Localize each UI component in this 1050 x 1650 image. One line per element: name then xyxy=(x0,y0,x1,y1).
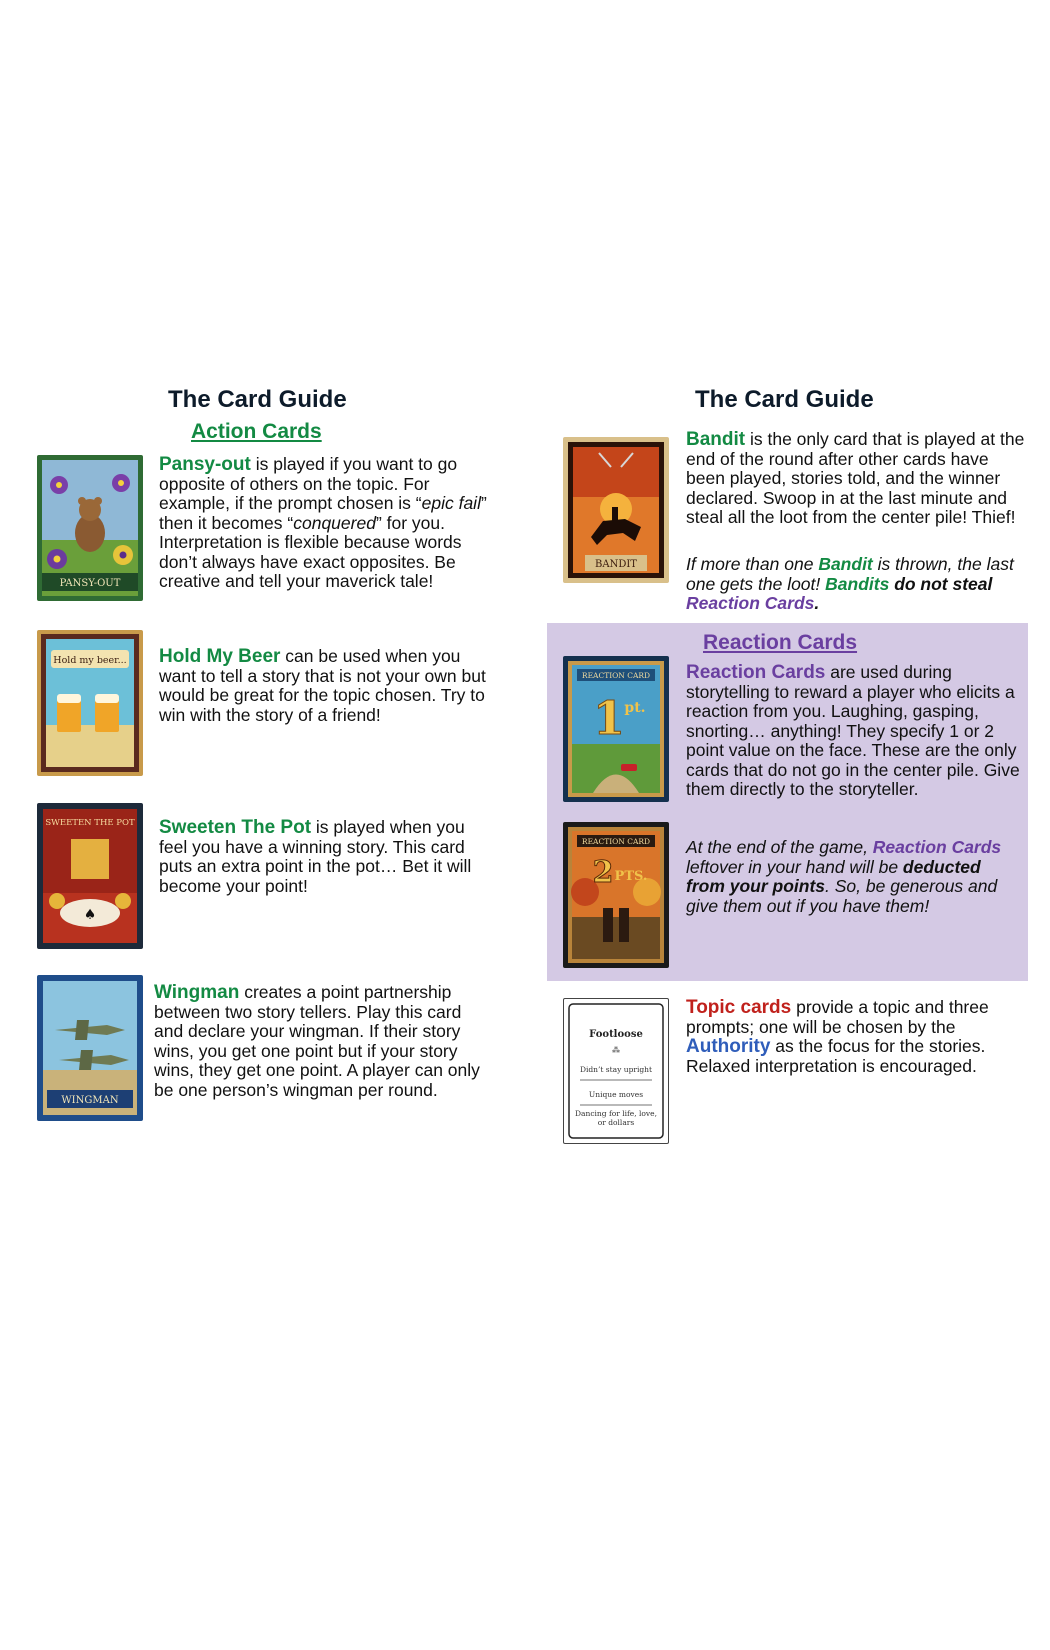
hold-my-beer-card-label: Hold my beer... xyxy=(53,655,127,666)
reaction-cards-description: Reaction Cards are used during storytelling to reward a player who elicits a reaction from you. Laughing, gasping, snorting… anything! They specify 1 or 2 point value on the face. These are the only cards that do not go in the center pile. Give them directly to the storyteller. xyxy=(686,662,1020,799)
pansy-out-card-label: PANSY-OUT xyxy=(59,578,121,589)
bandit-term: Bandit xyxy=(686,429,746,450)
sweeten-the-pot-term: Sweeten The Pot xyxy=(159,817,312,838)
reaction-card-2pts-unit: PTS. xyxy=(614,869,648,884)
topic-card-image xyxy=(563,998,669,1144)
topic-card-prompt-2: Unique moves xyxy=(588,1090,644,1099)
bandit-card-label: BANDIT xyxy=(595,559,637,570)
reaction-cards-term: Reaction Cards xyxy=(686,662,826,683)
reaction-card-1pt-value: 1 xyxy=(592,691,626,745)
wingman-term: Wingman xyxy=(154,982,240,1003)
reaction-cards-heading: Reaction Cards xyxy=(703,631,858,654)
right-page-title: The Card Guide xyxy=(695,386,874,413)
svg-text:♠: ♠ xyxy=(83,907,97,923)
sweeten-the-pot-card-image xyxy=(37,803,143,949)
topic-cards-term: Topic cards xyxy=(686,997,792,1018)
hold-my-beer-term: Hold My Beer xyxy=(159,646,281,667)
action-cards-heading: Action Cards xyxy=(191,420,322,443)
pansy-out-description: Pansy-out is played if you want to go opposite of others on the topic. For example, if the prompt chosen is “epic fail” then it becomes “conquered” for you. Interpretation is flexible because words don’t always have exact opposites. Be creative and tell your maverick tale! xyxy=(159,454,487,591)
reaction-card-2pts-value: 2 xyxy=(592,855,614,890)
hold-my-beer-card-image xyxy=(37,630,143,776)
hold-my-beer-description: Hold My Beer can be used when you want to tell a story that is not your own but would be great for the topic chosen. Try to win with the story of a friend! xyxy=(159,646,486,725)
bandit-note: If more than one Bandit is thrown, the last one gets the loot! Bandits do not steal Reaction Cards. xyxy=(686,554,1014,613)
reaction-card-1pt-top-label: REACTION CARD xyxy=(581,671,651,680)
sweeten-the-pot-description: Sweeten The Pot is played when you feel you have a winning story. This card puts an extra point in the pot… Bet it will become your point! xyxy=(159,817,472,896)
reaction-card-1pt-image xyxy=(563,656,669,802)
topic-card-title: Footloose xyxy=(589,1029,643,1040)
sweeten-the-pot-card-label: SWEETEN THE POT xyxy=(45,818,135,828)
wingman-card-image xyxy=(37,975,143,1121)
topic-cards-description: Topic cards provide a topic and three prompts; one will be chosen by the Authority as the focus for the stories. Relaxed interpretation is encouraged. xyxy=(686,997,989,1076)
wingman-card-label: WINGMAN xyxy=(61,1095,119,1106)
reaction-card-2pts-top-label: REACTION CARD xyxy=(581,837,651,846)
topic-card-prompt-1: Didn’t stay upright xyxy=(579,1065,653,1074)
pansy-out-term: Pansy-out xyxy=(159,454,251,475)
reaction-cards-note: At the end of the game, Reaction Cards leftover in your hand will be deducted from your points. So, be generous and give them out if you have them! xyxy=(686,837,1002,916)
pansy-out-card-image xyxy=(37,455,143,601)
bandit-description: Bandit is the only card that is played at the end of the round after other cards have been played, stories told, and the winner declared. Swoop in at the last minute and steal all the loot from the center pile! Thief! xyxy=(686,429,1025,527)
left-page-title: The Card Guide xyxy=(168,386,347,413)
svg-text:⁂: ⁂ xyxy=(612,1046,620,1055)
bandit-card-image xyxy=(563,437,669,583)
wingman-description: Wingman creates a point partnership between two story tellers. Play this card and declare your wingman. If their story wins, you get one point but if your story wins, they get one point. A player can only be one person’s wingman per round. xyxy=(154,982,480,1100)
reaction-card-2pts-image xyxy=(563,822,669,968)
reaction-card-1pt-unit: pt. xyxy=(624,700,646,716)
topic-card-prompt-3: Dancing for life, love, or dollars xyxy=(575,1109,657,1127)
